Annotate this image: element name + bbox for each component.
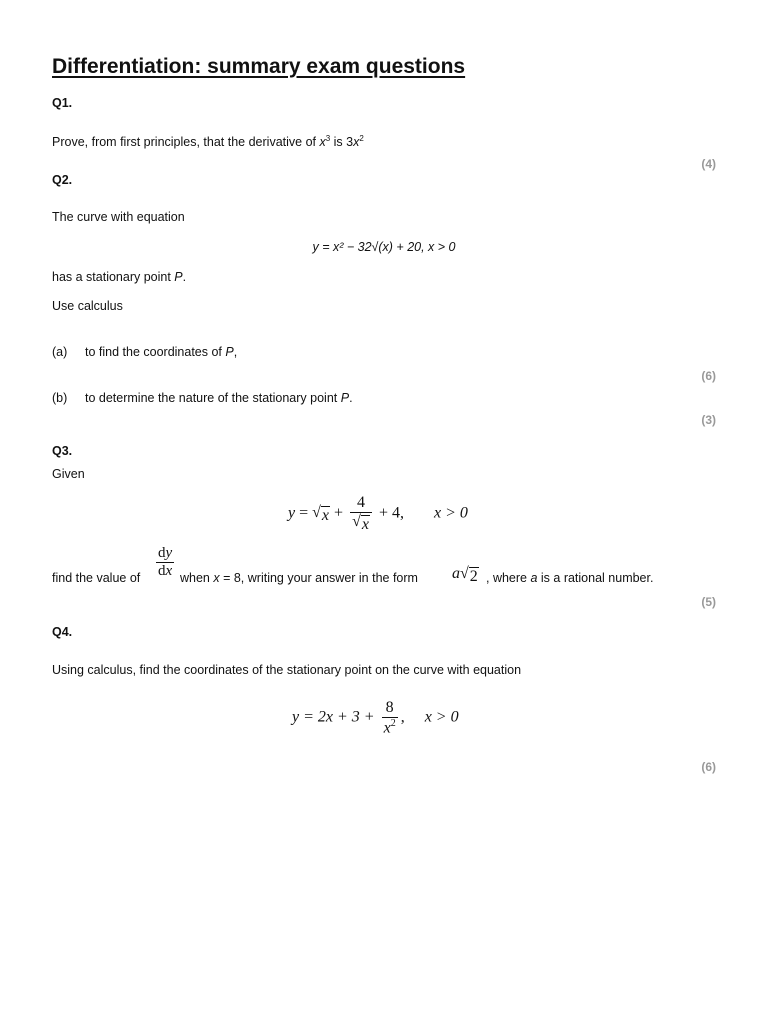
q3-text-end bbox=[486, 571, 653, 585]
q4-den-exp: 2 bbox=[390, 717, 396, 729]
q3-radical-sign: √ bbox=[312, 504, 321, 522]
q3-eq-plus: + bbox=[334, 504, 344, 522]
q2-intro: The curve with equation bbox=[52, 210, 185, 224]
q3-form-root: 2 bbox=[469, 568, 478, 585]
q3-equation bbox=[288, 494, 468, 533]
q3-answer-form bbox=[452, 565, 479, 586]
q3-form-sqrt bbox=[460, 565, 479, 586]
q4-eq-left: y = 2x + 3 + bbox=[292, 708, 375, 726]
q4-equation: y = 2x + 3 + $\frac{8}{x^2}$ , x > 0 bbox=[292, 699, 459, 736]
q2-a-marks: (6) bbox=[701, 369, 716, 383]
q2-heading: Q2. bbox=[52, 173, 73, 187]
q4-fraction bbox=[382, 699, 398, 737]
q3-text-d: , where bbox=[486, 571, 531, 585]
q3-dydx-num: dy bbox=[158, 545, 173, 561]
q2-line1-a: has a stationary point bbox=[52, 270, 175, 284]
q2-b-text: to determine the nature of the stationary point bbox=[85, 391, 341, 405]
q2-a-end: , bbox=[233, 345, 238, 359]
q3-form-a: a bbox=[452, 565, 460, 582]
q2-part-a-text bbox=[85, 345, 237, 359]
q3-text-main bbox=[180, 571, 418, 585]
q3-text-a-var: a bbox=[530, 571, 538, 585]
q2-line1-b: . bbox=[182, 270, 187, 284]
q1-text-a: Prove, from first principles, that the derivative of bbox=[52, 135, 320, 150]
q1-var-x2: x bbox=[353, 135, 360, 150]
q1-marks: (4) bbox=[701, 157, 716, 171]
q3-den-x: x bbox=[361, 515, 369, 533]
q4-marks: (6) bbox=[701, 760, 716, 774]
q3-text-b: when bbox=[180, 571, 214, 585]
q3-given: Given bbox=[52, 467, 85, 481]
q2-part-b-label: (b) bbox=[52, 391, 68, 405]
q2-point: P bbox=[174, 270, 183, 284]
q3-dydx-den: dx bbox=[158, 562, 173, 579]
q4-text: Using calculus, find the coordinates of the stationary point on the curve with equation bbox=[52, 663, 522, 677]
q2-line2: Use calculus bbox=[52, 299, 123, 313]
q3-den-radical: √ bbox=[352, 512, 361, 530]
q2-part-a-label: (a) bbox=[52, 345, 68, 359]
q2-line1 bbox=[52, 270, 186, 284]
q3-form-radical: √ bbox=[460, 565, 469, 582]
q3-text-c: = 8, writing your answer in the form bbox=[219, 571, 418, 585]
q1-exp2: 2 bbox=[359, 134, 364, 143]
q3-eq-equals: = bbox=[299, 504, 309, 522]
q4-heading: Q4. bbox=[52, 625, 73, 639]
q2-b-point: P bbox=[340, 391, 350, 405]
q3-text-e: is a rational number. bbox=[537, 571, 654, 585]
q3-fraction bbox=[350, 494, 372, 533]
q2-a-point: P bbox=[225, 345, 234, 359]
q3-text-start: find the value of bbox=[52, 571, 141, 585]
q1-heading: Q1. bbox=[52, 96, 73, 110]
q3-frac-num: 4 bbox=[357, 494, 365, 511]
q2-equation: y = x² − 32√(x) + 20, x > 0 bbox=[312, 240, 456, 254]
q4-eq-condition: x > 0 bbox=[424, 708, 459, 726]
q3-sqrt-x bbox=[312, 504, 330, 525]
q3-text-x: x bbox=[213, 571, 220, 585]
q1-text bbox=[52, 134, 364, 149]
q3-eq-y: y bbox=[288, 504, 296, 522]
q3-eq-condition: x > 0 bbox=[433, 504, 468, 522]
q2-a-text: to find the coordinates of bbox=[85, 345, 226, 359]
q2-b-end: . bbox=[349, 391, 353, 405]
q2-part-b-text bbox=[85, 391, 353, 405]
q4-frac-num: 8 bbox=[385, 699, 394, 716]
q1-var-x: x bbox=[319, 135, 326, 150]
q3-eq-x: x bbox=[321, 507, 330, 525]
q3-eq-tail: + 4, bbox=[378, 504, 404, 522]
q1-exp3: 3 bbox=[325, 134, 331, 143]
q2-b-marks: (3) bbox=[701, 413, 716, 427]
q3-frac-den bbox=[350, 512, 372, 534]
q1-text-b: is 3 bbox=[330, 135, 354, 150]
page-title: Differentiation: summary exam questions bbox=[52, 55, 466, 78]
q3-dydx-fraction bbox=[156, 545, 174, 579]
q4-den-x: x bbox=[383, 718, 391, 736]
q3-marks: (5) bbox=[701, 595, 716, 609]
q3-heading: Q3. bbox=[52, 444, 73, 458]
q4-frac-den bbox=[382, 717, 398, 737]
q3-den-sqrt bbox=[352, 513, 370, 534]
